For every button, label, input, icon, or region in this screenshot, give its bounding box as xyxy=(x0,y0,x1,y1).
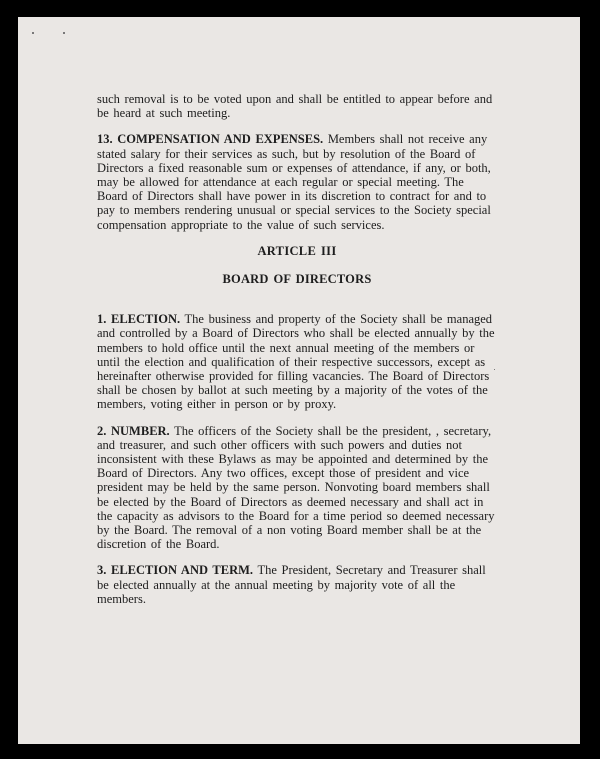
number-section xyxy=(97,424,497,552)
election-term-heading: 3. ELECTION AND TERM. xyxy=(97,563,254,578)
election-body: The business and property of the Society shall be managed and controlled by a Board of Directors who shall be elected annually by the members to hold office until the next annual meeting of the members or until the election and qualification of their respective successors, except as hereinafter otherwise provided for filling vacancies. The Board of Directors shall be chosen by ballot at such meeting by a majority of the votes of the members, voting either in person or by proxy. xyxy=(97,312,495,412)
compensation-body: Members shall not receive any stated salary for their services as such, but by resolution of the Board of Directors a fixed reasonable sum or expenses of attendance, if any, or both, may be allowed for attendance at each regular or special meeting. The Board of Directors shall have power in its discretion to contract for and to pay to members rendering unusual or special services to the Society special compensation appropriate to the value of such services. xyxy=(97,132,491,232)
compensation-section xyxy=(97,132,497,231)
paper-speck xyxy=(63,32,65,34)
document-body xyxy=(97,92,497,606)
article-subtitle: BOARD OF DIRECTORS xyxy=(222,272,372,287)
number-heading: 2. NUMBER. xyxy=(97,423,170,438)
intro-paragraph: such removal is to be voted upon and shall be entitled to appear before and be heard at such meeting. xyxy=(97,92,493,121)
election-term-body: The President, Secretary and Treasurer shall be elected annually at the annual meeting by majority vote of all the members. xyxy=(97,563,486,606)
number-body: The officers of the Society shall be the president, , secretary, and treasurer, and such other officers with such powers and duties not inconsistent with these Bylaws as may be appointed and determined by the Board of Directors. Any two offices, except those of president and vice president may be held by the same person. Nonvoting board members shall be elected by the Board of Directors as deemed necessary and shall act in the capacity as advisors to the Board for a time period so deemed necessary by the Board. The removal of a non voting Board member shall be at the discretion of the Board. xyxy=(97,423,495,552)
paper-speck xyxy=(32,32,34,34)
article-title: ARTICLE III xyxy=(257,243,337,258)
compensation-heading: 13. COMPENSATION AND EXPENSES. xyxy=(97,132,324,147)
election-section xyxy=(97,312,497,411)
election-heading: 1. ELECTION. xyxy=(97,312,181,327)
election-term-section xyxy=(97,563,497,606)
document-page xyxy=(18,17,580,744)
